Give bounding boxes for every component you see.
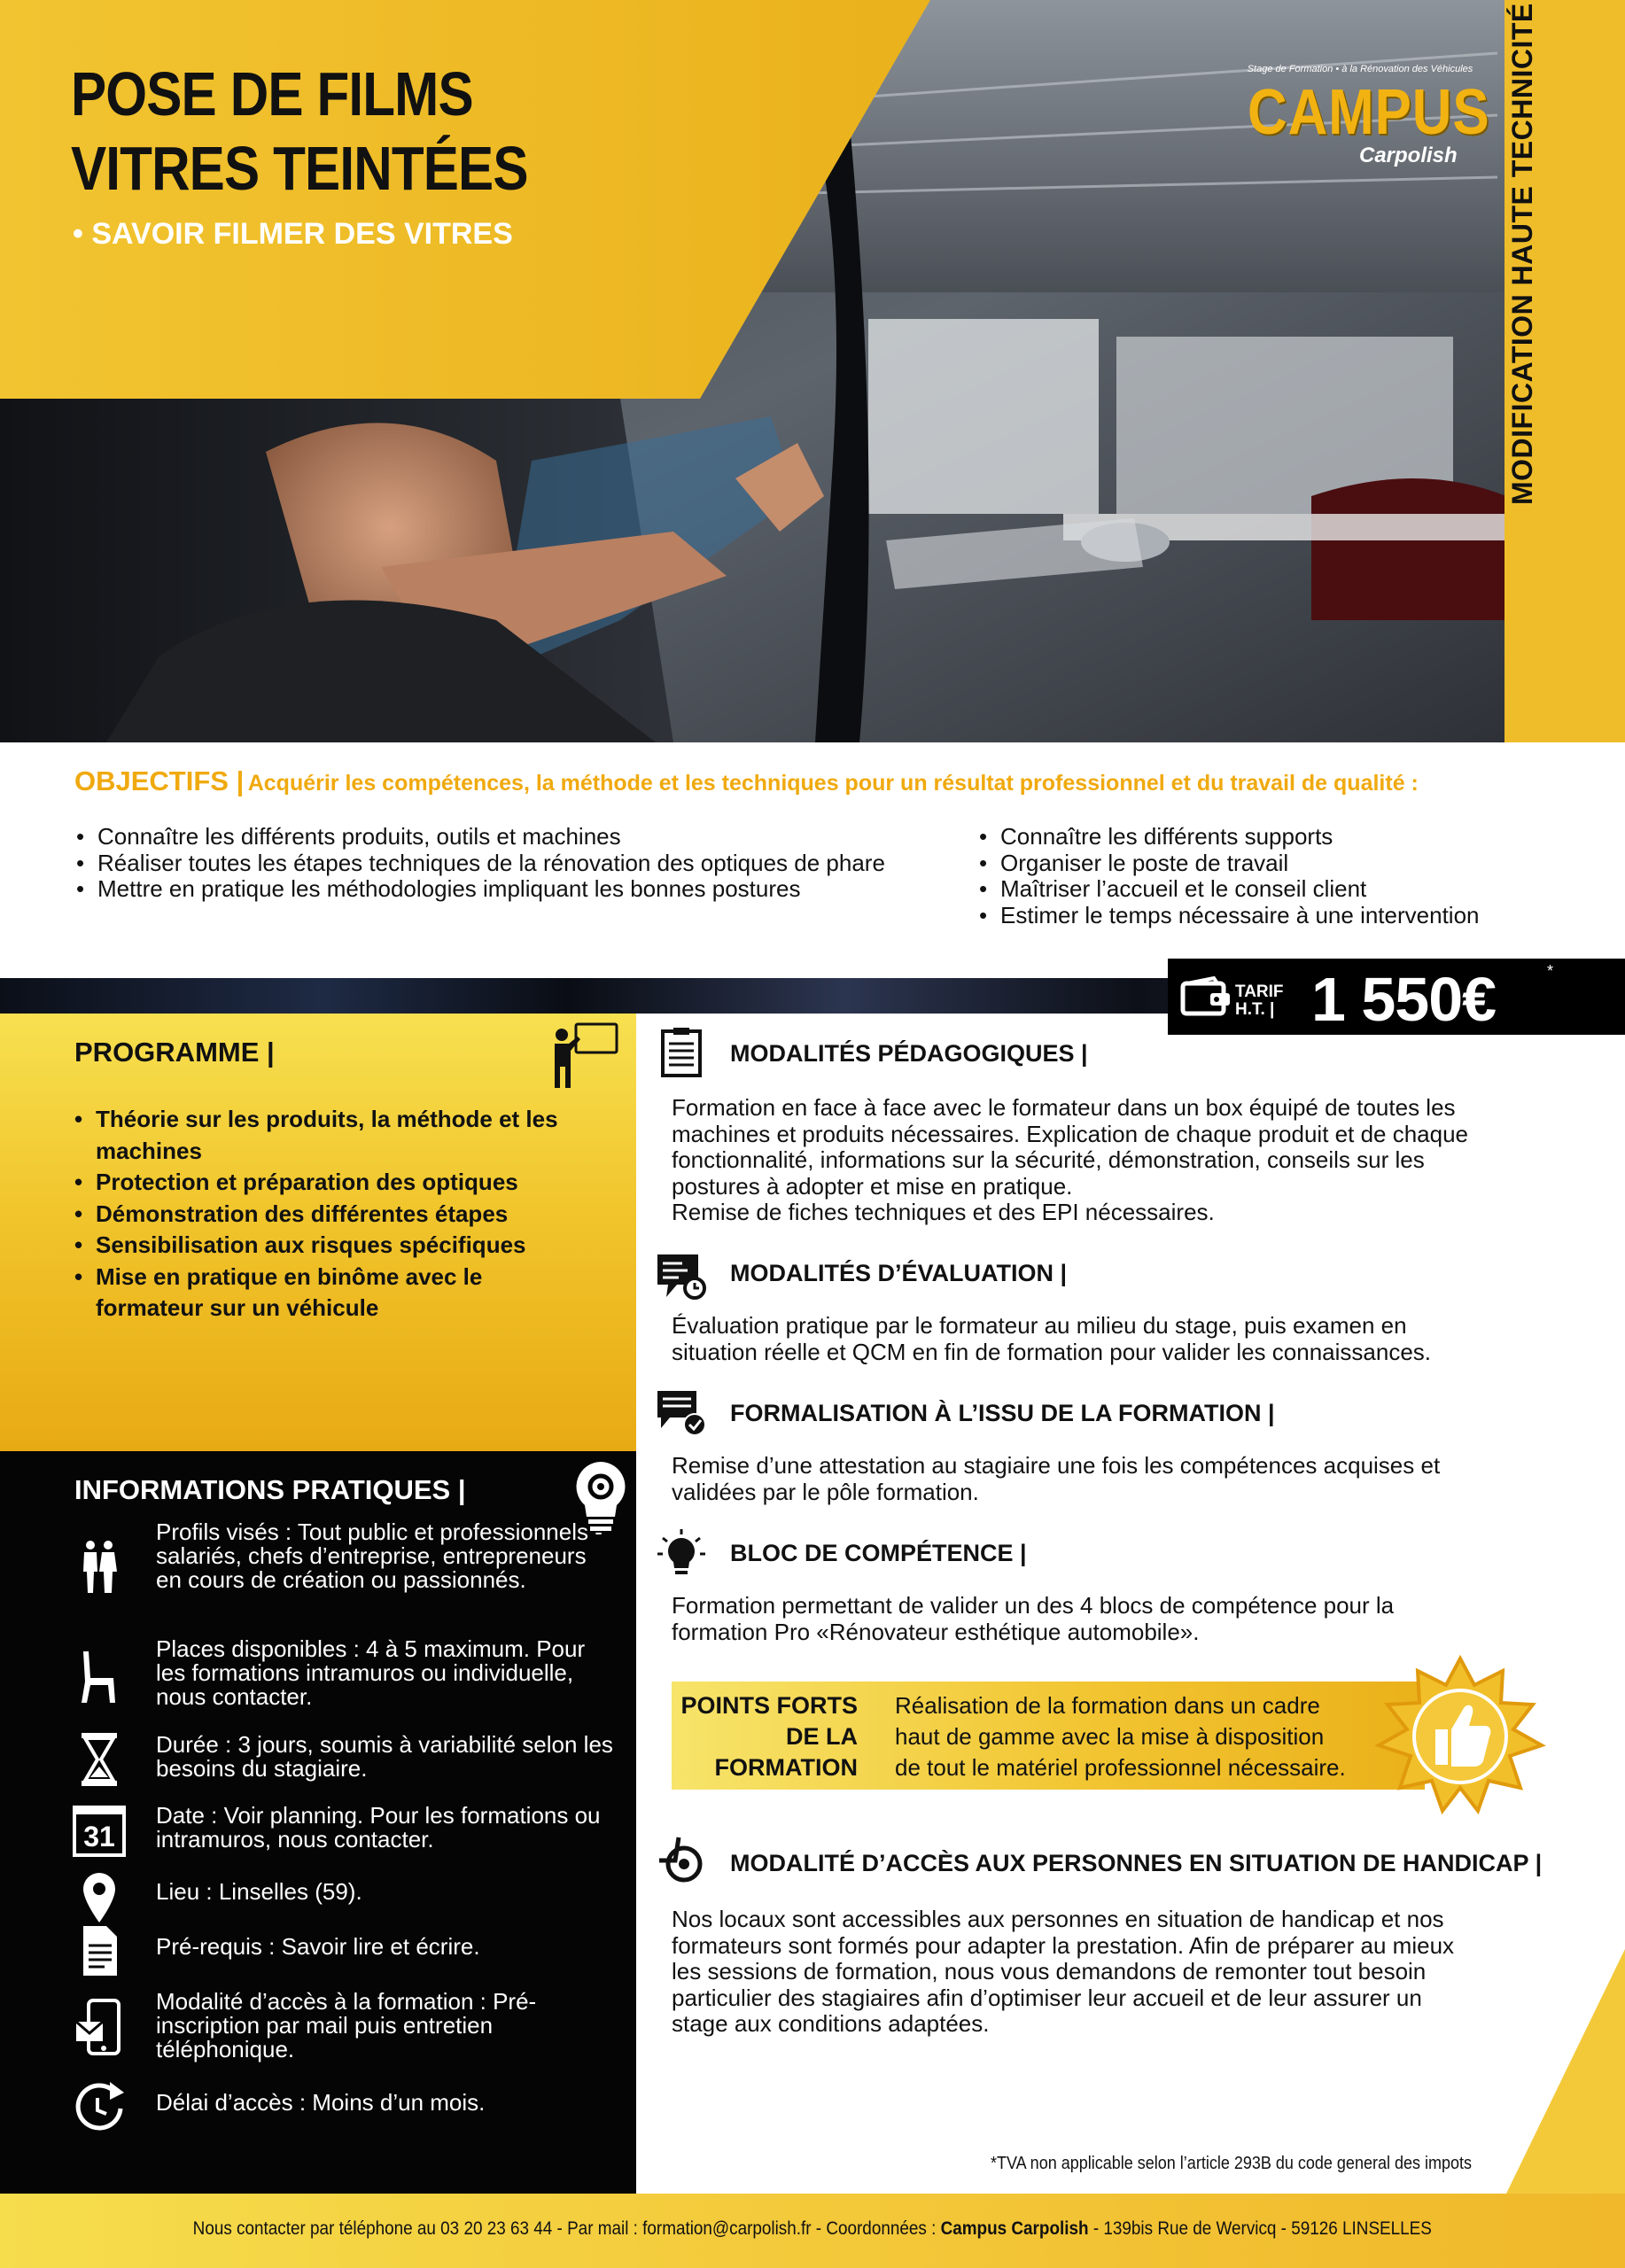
objectifs-heading [74, 765, 1419, 797]
page-title-line-2: VITRES TEINTÉES [71, 134, 528, 203]
page-title-line-1: POSE DE FILMS [71, 59, 473, 128]
wallet-icon [1180, 976, 1232, 1017]
text-line: stage aux conditions adaptées. [672, 2010, 990, 2037]
chat-check-icon [656, 1387, 707, 1439]
price-label-line-1: TARIF [1235, 983, 1284, 1001]
text-line: formateurs sont formés pour adapter la prestation. Afin de préparer au mieux [672, 1931, 1455, 1959]
accessibility-icon [656, 1834, 707, 1885]
footer-contact [0, 2218, 1625, 2240]
points-forts-text-line: haut de gamme avec la mise à disposition [895, 1723, 1325, 1750]
evaluation-text [672, 1313, 1552, 1365]
price-label-line-2: H.T. | [1235, 1000, 1275, 1019]
pedagogiques-text [672, 1095, 1552, 1226]
board-clock-icon [656, 1251, 707, 1302]
calendar-icon [71, 1802, 128, 1859]
info-text: Date : Voir planning. Pour les formations ou intramuros, nous contacter. [156, 1802, 601, 1852]
text-line: formation Pro «Rénovateur esthétique automobile». [672, 1618, 1200, 1645]
info-text: Délai d’accès : Moins d’un mois. [156, 2089, 486, 2116]
handicap-text [672, 1907, 1552, 2038]
points-forts-label [672, 1690, 858, 1783]
info-text: Lieu : Linselles (59). [156, 1878, 362, 1905]
calendar-day: 31 [83, 1821, 115, 1852]
price-value: 1 550€ [1311, 965, 1497, 1034]
campus-carpolish-logo [1240, 64, 1490, 170]
footer-text-part-1: Nous contacter par téléphone au 03 20 23 63 44 - Par mail : formation@carpolish.fr - Coordonnées : [192, 2218, 941, 2239]
text-line: postures à adopter et mise en pratique. [672, 1172, 1073, 1200]
text-line: les sessions de formation, nous vous demandons de remonter tout besoin [672, 1958, 1427, 1984]
points-forts-text-line: de tout le matériel professionnel nécessaire. [895, 1754, 1346, 1781]
thumbs-up-badge-icon [1372, 1655, 1549, 1814]
info-text: Modalité d’accès à la formation : Pré-inscription par mail puis entretien téléphonique. [156, 1988, 537, 2062]
info-text: Profils visés : Tout public et professionnels - salariés, chefs d’entreprise, entrepreneurs en cours de création ou passionnés. [156, 1518, 603, 1593]
evaluation-title: MODALITÉS D’ÉVALUATION | [730, 1260, 1068, 1286]
footer-brand: Campus Carpolish [940, 2218, 1089, 2239]
objectifs-description: Acquérir les compétences, la méthode et les techniques pour un résultat professionnel et du travail de qualité : [247, 771, 1419, 796]
side-vertical-label: MODIFICATION HAUTE TECHNICITÉ [1506, 3, 1538, 505]
formalisation-text [672, 1453, 1552, 1505]
chair-icon [71, 1648, 128, 1705]
list-item: • Théorie sur les produits, la méthode et les machines [74, 1104, 588, 1167]
text-line: Formation permettant de valider un des 4 blocs de compétence pour la [672, 1592, 1395, 1619]
tva-note: *TVA non applicable selon l’article 293B du code general des impots [991, 2154, 1473, 2173]
location-pin-icon [71, 1869, 128, 1926]
objectifs-keyword: OBJECTIFS | [74, 765, 245, 796]
text-line: Formation en face à face avec le formateur dans un box équipé de toutes les [672, 1094, 1456, 1121]
price-label [1235, 983, 1284, 1019]
programme-title: PROGRAMME | [74, 1037, 275, 1068]
list-item: • Mise en pratique en binôme avec le formateur sur un véhicule [74, 1262, 588, 1324]
footer-text-part-2: - 139bis Rue de Wervicq - 59126 LINSELLES [1088, 2218, 1433, 2239]
hourglass-icon [71, 1731, 128, 1788]
text-line: Évaluation pratique par le formateur au milieu du stage, puis examen en [672, 1312, 1407, 1339]
text-line: particulier des stagiaires afin d’optimiser leur accueil et de leur assurer un [672, 1984, 1422, 2011]
points-forts-label-line: POINTS FORTS [680, 1692, 858, 1719]
price-tag [1168, 959, 1625, 1035]
list-item: • Estimer le temps nécessaire à une intervention [977, 903, 1598, 929]
objectifs-list-left [74, 824, 916, 903]
bloc-text [672, 1593, 1552, 1645]
points-forts-label-line: FORMATION [714, 1754, 858, 1781]
price-note-mark: * [1547, 962, 1554, 980]
text-line: fonctionnalité, informations sur la sécurité, démonstration, conseils sur les [672, 1146, 1425, 1173]
pedagogiques-title: MODALITÉS PÉDAGOGIQUES | [730, 1040, 1088, 1067]
list-item: • Mettre en pratique les méthodologies impliquant les bonnes postures [74, 876, 916, 903]
text-line: situation réelle et QCM en fin de formation pour valider les connaissances. [672, 1338, 1431, 1365]
corner-decoration [1506, 1949, 1625, 2194]
clock-arrow-icon [71, 2078, 128, 2135]
objectifs-list-right [977, 824, 1598, 928]
points-forts-box [672, 1682, 1425, 1790]
list-item: • Sensibilisation aux risques spécifiques [74, 1230, 588, 1262]
text-line: Remise de fiches techniques et des EPI nécessaires. [672, 1199, 1215, 1225]
page-subtitle: • SAVOIR FILMER DES VITRES [73, 217, 513, 251]
lightbulb-icon [656, 1527, 707, 1579]
list-item: • Démonstration des différentes étapes [74, 1199, 588, 1231]
list-item: • Organiser le poste de travail [977, 850, 1598, 877]
points-forts-text [895, 1690, 1418, 1783]
info-text: Places disponibles : 4 à 5 maximum. Pour les formations intramuros ou individuelle, nous contacter. [156, 1635, 586, 1710]
handicap-title: MODALITÉ D’ACCÈS AUX PERSONNES EN SITUATION DE HANDICAP | [730, 1850, 1543, 1876]
logo-campus: CAMPUS [1248, 77, 1490, 148]
text-line: Remise d’une attestation au stagiaire une fois les compétences acquises et [672, 1452, 1441, 1479]
logo-tagline: Stage de Formation • à la Rénovation des Véhicules [1247, 64, 1473, 74]
document-icon [71, 1922, 128, 1979]
list-item: • Maîtriser l’accueil et le conseil client [977, 876, 1598, 903]
info-text: Pré-requis : Savoir lire et écrire. [156, 1933, 480, 1960]
people-icon [71, 1538, 128, 1595]
points-forts-label-line: DE LA [786, 1723, 858, 1750]
list-item: • Connaître les différents supports [977, 824, 1598, 850]
phone-mail-icon [71, 1999, 128, 2055]
bloc-title: BLOC DE COMPÉTENCE | [730, 1540, 1027, 1566]
info-text: Durée : 3 jours, soumis à variabilité selon les besoins du stagiaire. [156, 1731, 613, 1782]
infos-title: INFORMATIONS PRATIQUES | [74, 1474, 466, 1505]
points-forts-text-line: Réalisation de la formation dans un cadre [895, 1692, 1320, 1719]
teacher-board-icon [549, 1021, 620, 1091]
text-line: validées par le pôle formation. [672, 1478, 979, 1505]
list-item: • Réaliser toutes les étapes techniques de la rénovation des optiques de phare [74, 850, 916, 877]
list-item: • Connaître les différents produits, outils et machines [74, 824, 916, 850]
text-line: machines et produits nécessaires. Explication de chaque produit et de chaque [672, 1120, 1469, 1147]
programme-list [74, 1104, 588, 1324]
text-line: Nos locaux sont accessibles aux personnes en situation de handicap et nos [672, 1906, 1444, 1932]
logo-carpolish: Carpolish [1359, 144, 1458, 167]
formalisation-title: FORMALISATION À L’ISSU DE LA FORMATION | [730, 1400, 1275, 1426]
clipboard-list-icon [656, 1026, 707, 1077]
list-item: • Protection et préparation des optiques [74, 1167, 588, 1199]
footer [0, 2194, 1625, 2268]
